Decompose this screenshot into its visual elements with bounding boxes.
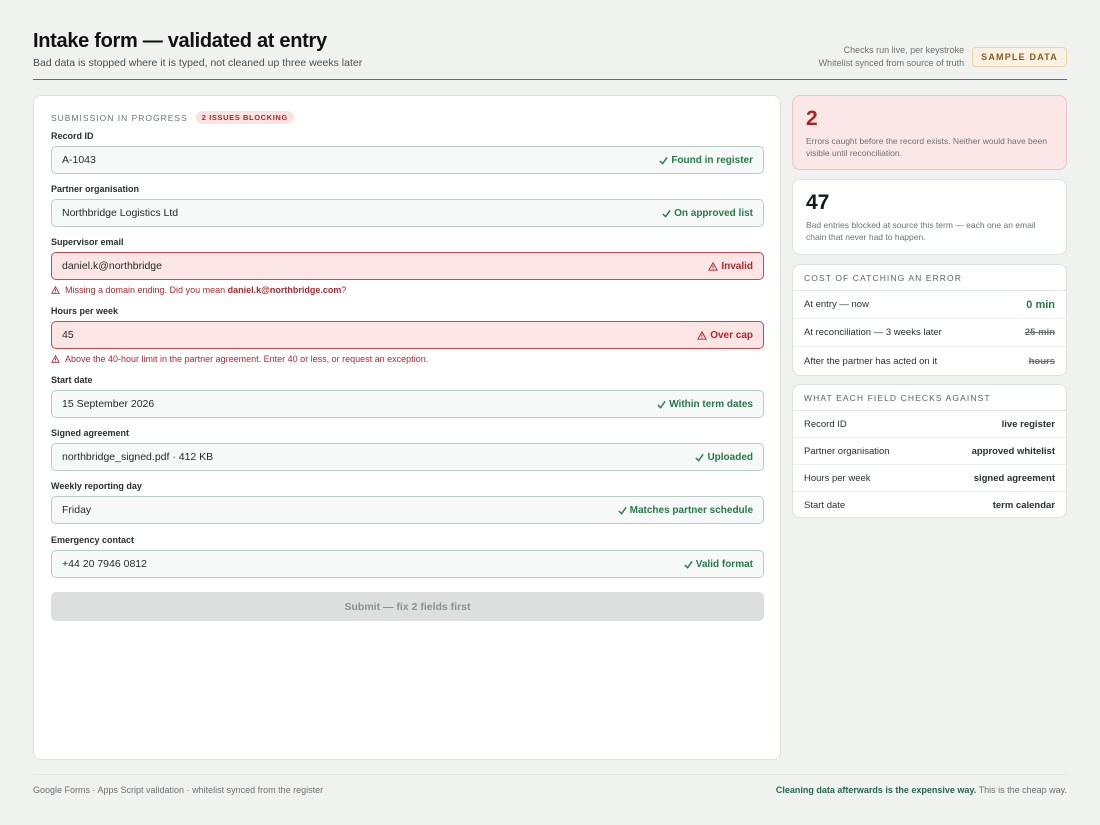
page-footer	[33, 774, 1067, 804]
supervisor-email-value: daniel.k@northbridge	[62, 260, 162, 272]
signed-agreement-value: northbridge_signed.pdf · 412 KB	[62, 451, 214, 463]
checks-row	[793, 492, 1066, 519]
entries-blocked-card	[792, 179, 1067, 255]
warning-triangle-icon	[708, 262, 718, 271]
record-id-value: A-1043	[62, 154, 96, 166]
supervisor-email-field[interactable]	[51, 252, 764, 280]
partner-org-status-text: On approved list	[674, 207, 753, 219]
checks-panel-title: WHAT EACH FIELD CHECKS AGAINST	[793, 385, 1066, 411]
check-icon	[659, 156, 668, 165]
header-note-whitelist: Whitelist synced from source of truth	[818, 58, 965, 68]
cost-row	[793, 347, 1066, 375]
cost-panel	[792, 264, 1067, 376]
supervisor-email-error	[51, 285, 346, 295]
entries-blocked-number: 47	[806, 191, 830, 214]
check-icon	[662, 209, 671, 218]
page-title: Intake form — validated at entry	[33, 30, 327, 52]
warning-triangle-icon	[51, 286, 60, 294]
warning-triangle-icon	[697, 331, 707, 340]
sample-data-badge: SAMPLE DATA	[972, 47, 1067, 67]
cost-row-value: 25 min	[1024, 327, 1055, 338]
checks-row	[793, 465, 1066, 492]
reporting-day-label: Weekly reporting day	[51, 481, 142, 491]
checks-row-value: term calendar	[992, 500, 1055, 511]
check-icon	[684, 560, 693, 569]
errors-caught-card	[792, 95, 1067, 170]
footer-tagline-strong: Cleaning data afterwards is the expensive way.	[775, 784, 977, 795]
signed-agreement-field[interactable]	[51, 443, 764, 471]
entries-blocked-desc: Bad entries blocked at source this term — each one an email chain that never had to happen.	[806, 220, 1036, 242]
cost-row-label: At entry — now	[804, 299, 869, 310]
cost-panel-title: COST OF CATCHING AN ERROR	[793, 265, 1066, 291]
start-date-label: Start date	[51, 375, 93, 385]
submit-button[interactable]: Submit — fix 2 fields first	[51, 592, 764, 621]
reporting-day-value: Friday	[62, 504, 92, 516]
emergency-contact-status	[684, 559, 753, 570]
check-icon	[618, 506, 627, 515]
cost-row-label: After the partner has acted on it	[804, 355, 938, 367]
hours-value: 45	[62, 329, 74, 341]
supervisor-email-label: Supervisor email	[51, 237, 124, 247]
cost-row	[793, 319, 1066, 347]
emergency-contact-field[interactable]	[51, 550, 764, 578]
checks-row-label: Partner organisation	[804, 445, 890, 457]
checks-row-value: signed agreement	[973, 472, 1055, 484]
checks-row-label: Start date	[804, 500, 846, 511]
cost-row-value: 0 min	[1026, 298, 1055, 311]
emergency-contact-label: Emergency contact	[51, 535, 135, 545]
checks-panel	[792, 384, 1067, 518]
page-subtitle: Bad data is stopped where it is typed, not cleaned up three weeks later	[33, 57, 363, 69]
check-icon	[695, 453, 704, 462]
checks-row-label: Hours per week	[804, 472, 871, 484]
record-id-status	[659, 155, 753, 166]
emergency-contact-status-text: Valid format	[695, 558, 753, 570]
errors-caught-desc: Errors caught before the record exists. Neither would have been visible until reconciliation.	[806, 136, 1047, 158]
record-id-status-text: Found in register	[671, 154, 753, 166]
reporting-day-status	[618, 505, 753, 516]
checks-row	[793, 438, 1066, 465]
start-date-status-text: Within term dates	[669, 398, 753, 410]
checks-row-value: approved whitelist	[971, 445, 1055, 457]
errors-caught-number: 2	[806, 107, 818, 130]
supervisor-email-status	[708, 261, 753, 272]
reporting-day-field[interactable]	[51, 496, 764, 524]
email-suggestion[interactable]: daniel.k@northbridge.com	[227, 285, 342, 295]
cost-row-label: At reconciliation — 3 weeks later	[804, 327, 942, 338]
supervisor-email-error-end: ?	[341, 285, 347, 295]
hours-status-text: Over cap	[710, 329, 753, 341]
footer-tagline-rest: This is the cheap way.	[976, 784, 1067, 795]
cost-row	[793, 291, 1066, 319]
cost-row-value: hours	[1028, 355, 1055, 367]
record-id-label: Record ID	[51, 131, 94, 141]
signed-agreement-label: Signed agreement	[51, 428, 130, 438]
page-header	[33, 30, 1067, 80]
checks-row-value: live register	[1001, 418, 1055, 430]
hours-error-text: Above the 40-hour limit in the partner agreement. Enter 40 or less, or request an exception.	[65, 354, 429, 364]
partner-org-value: Northbridge Logistics Ltd	[62, 207, 179, 219]
checks-row-label: Record ID	[804, 418, 847, 430]
supervisor-email-error-text: Missing a domain ending. Did you mean	[65, 285, 228, 295]
start-date-value: 15 September 2026	[62, 398, 155, 410]
warning-triangle-icon	[51, 355, 60, 363]
signed-agreement-status	[695, 452, 753, 463]
hours-error	[51, 354, 428, 364]
intake-form-card	[33, 95, 781, 760]
start-date-status	[657, 399, 753, 410]
partner-org-field[interactable]	[51, 199, 764, 227]
issues-badge: 2 ISSUES BLOCKING	[196, 111, 294, 124]
signed-agreement-status-text: Uploaded	[707, 451, 753, 463]
reporting-day-status-text: Matches partner schedule	[629, 504, 753, 516]
checks-row	[793, 411, 1066, 438]
partner-org-status	[662, 208, 753, 219]
footer-tagline	[776, 785, 1067, 795]
header-notes	[819, 44, 965, 70]
hours-field[interactable]	[51, 321, 764, 349]
supervisor-email-status-text: Invalid	[721, 260, 753, 272]
section-label: SUBMISSION IN PROGRESS	[51, 112, 188, 123]
start-date-field[interactable]	[51, 390, 764, 418]
emergency-contact-value: +44 20 7946 0812	[62, 558, 147, 570]
partner-org-label: Partner organisation	[51, 184, 140, 194]
hours-label: Hours per week	[51, 306, 119, 316]
record-id-field[interactable]	[51, 146, 764, 174]
header-note-live: Checks run live, per keystroke	[843, 45, 965, 55]
footer-source: Google Forms · Apps Script validation · whitelist synced from the register	[33, 784, 324, 795]
check-icon	[657, 400, 666, 409]
hours-status	[697, 330, 753, 341]
